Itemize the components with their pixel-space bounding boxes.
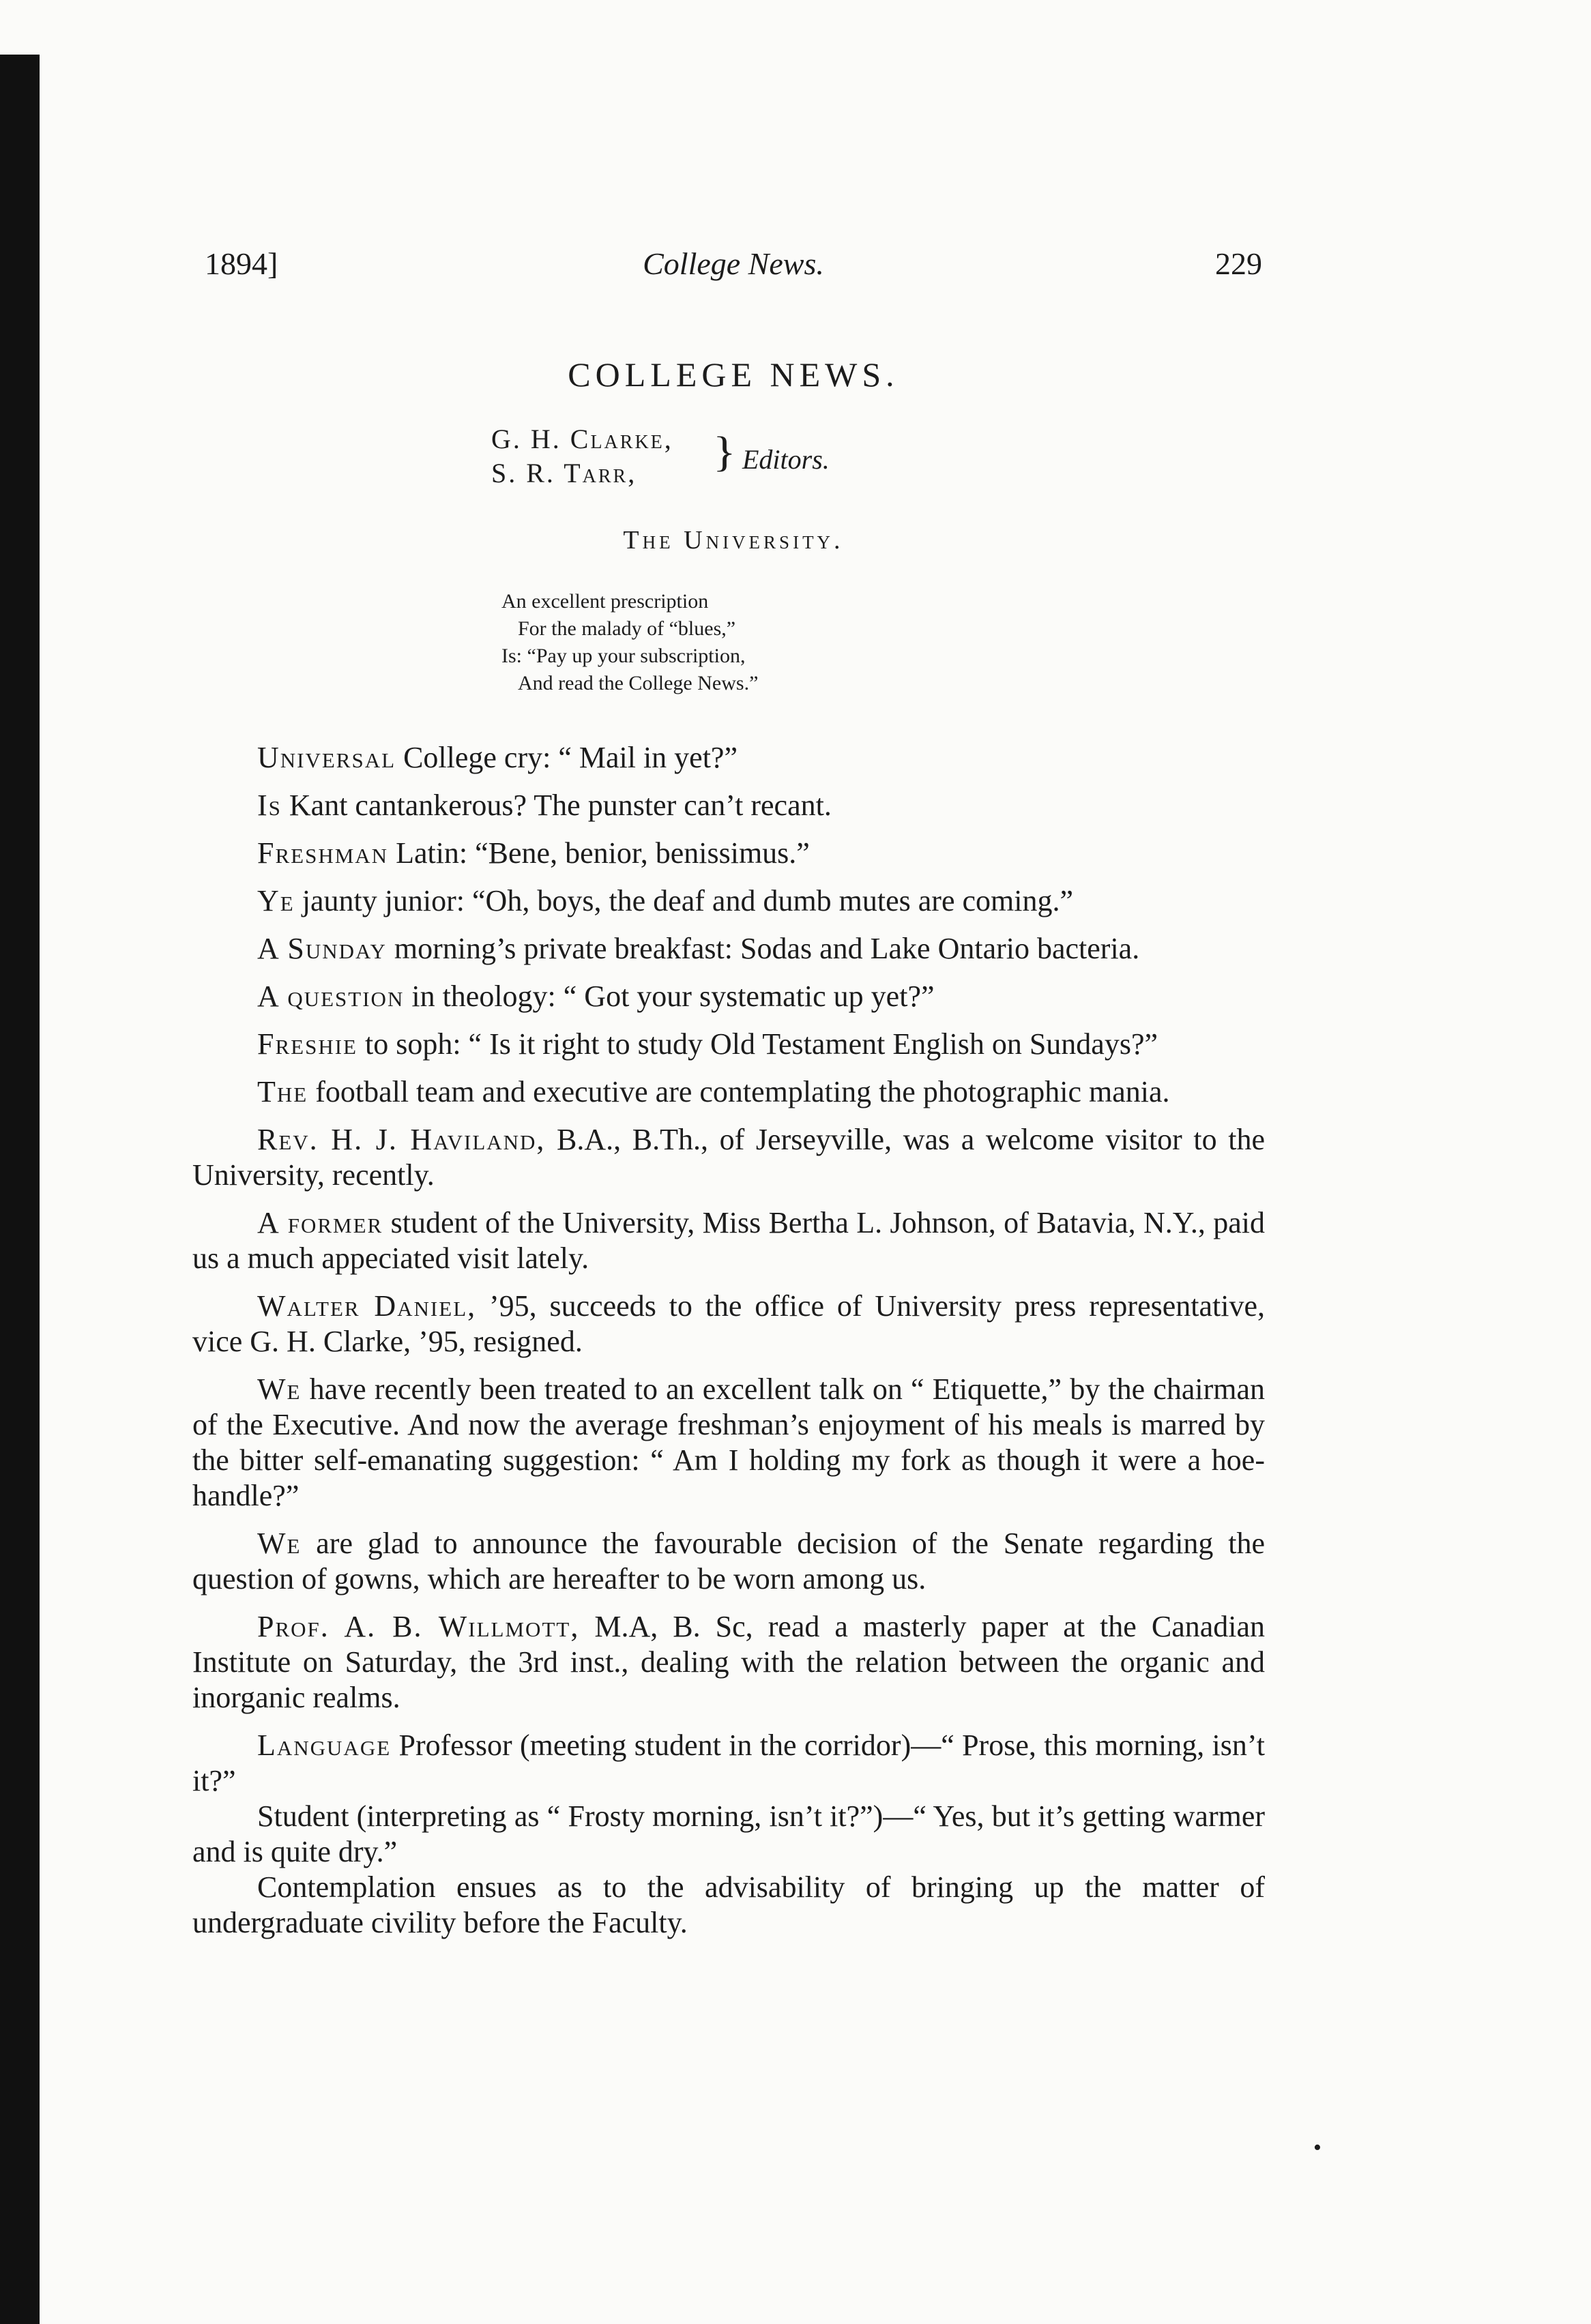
news-item [192,1205,1265,1276]
item-lead: Freshman [257,836,389,870]
news-item [192,788,1265,823]
item-text: Contemplation ensues as to the advisability of bringing up the matter of undergraduate civility before the Faculty. [192,1870,1265,1939]
news-item [192,883,1265,919]
page-number: 229 [1215,246,1262,281]
item-text: College cry: “ Mail in yet?” [396,741,738,774]
news-item [192,1609,1265,1716]
item-text: to soph: “ Is it right to study Old Testament English on Sundays?” [357,1027,1158,1061]
running-head-year: 1894] [205,246,278,281]
running-head [205,246,1262,286]
news-item [192,740,1265,776]
item-text: Kant cantankerous? The punster can’t recant. [281,789,832,822]
item-lead: Prof. A. B. Willmott, [257,1610,580,1643]
news-item [192,1289,1265,1359]
news-item [192,836,1265,871]
news-items [192,740,1265,1941]
item-text: Student (interpreting as “ Frosty morning, isn’t it?”)—“ Yes, but it’s getting warmer and is quite dry.” [192,1799,1265,1868]
news-item [192,1027,1265,1062]
item-lead: Ye [257,884,295,917]
item-text: Latin: “Bene, benior, benissimus.” [388,836,810,870]
news-item [192,1799,1265,1870]
item-lead: Universal [257,741,396,774]
item-text: football team and executive are contemplating the photographic mania. [308,1075,1170,1108]
news-item [192,931,1265,967]
verse [501,588,758,697]
news-item [192,1728,1265,1799]
section-title: COLLEGE NEWS. [568,355,899,394]
item-lead: A former [257,1206,383,1239]
item-text: Professor (meeting student in the corridor)—“ Prose, this morning, isn’t it?” [192,1729,1265,1797]
margin-mark: • [1313,2135,1322,2160]
item-lead: A Sunday [257,932,387,965]
news-item [192,1074,1265,1110]
brace-glyph: } [713,428,736,476]
item-text: B.A., B.Th., of Jerseyville, was a welcome visitor to the University, recently. [192,1123,1266,1192]
news-item [192,1526,1265,1597]
item-text: ’95, succeeds to the office of University press representative, vice G. H. Clarke, ’95, resigned. [192,1289,1265,1358]
binding-edge [0,55,40,2324]
item-text: student of the University, Miss Bertha L. Johnson, of Batavia, N.Y., paid us a much appeciated visit lately. [192,1206,1265,1275]
item-lead: A question [257,980,405,1013]
running-head-title: College News. [643,246,824,281]
section-masthead [205,355,1262,394]
item-text: morning’s private breakfast: Sodas and Lake Ontario bacteria. [386,932,1140,965]
verse-line: And read the College News.” [518,672,759,694]
editor-name: S. R. Tarr, [491,458,637,488]
verse-line: An excellent prescription [501,590,709,613]
verse-line: For the malady of “blues,” [518,617,736,640]
news-item [192,1122,1265,1193]
item-text: are glad to announce the favourable decision of the Senate regarding the question of gowns, which are hereafter to be worn among us. [192,1527,1265,1595]
item-text: have recently been treated to an excellent talk on “ Etiquette,” by the chairman of the Executive. And now the average freshman’s enjoyment of his meals is marred by the bitter self-emanating suggestion: “ Am I holding my fork as though it were a hoe-handle?” [192,1372,1265,1512]
news-item [192,1870,1265,1941]
item-lead: We [257,1372,302,1406]
item-lead: We [257,1527,302,1560]
item-lead: The [257,1075,308,1108]
item-lead: Is [257,789,282,822]
item-lead: Language [257,1729,392,1762]
news-item [192,1372,1265,1514]
news-item [192,979,1265,1014]
verse-line: Is: “Pay up your subscription, [501,645,746,667]
editors-block [491,423,969,505]
item-lead: Walter Daniel, [257,1289,477,1323]
item-lead: Freshie [257,1027,357,1061]
editor-name: G. H. Clarke, [491,424,673,454]
editors-role: Editors. [742,444,830,475]
item-lead: Rev. H. J. Haviland, [257,1123,546,1156]
item-text: jaunty junior: “Oh, boys, the deaf and dumb mutes are coming.” [294,884,1073,917]
item-text: M.A, B. Sc, read a masterly paper at the Canadian Institute on Saturday, the 3rd inst., dealing with the relation between the organic and inorganic realms. [192,1610,1266,1714]
item-text: in theology: “ Got your systematic up yet?” [404,980,935,1013]
subsection-heading: The University. [623,526,844,555]
